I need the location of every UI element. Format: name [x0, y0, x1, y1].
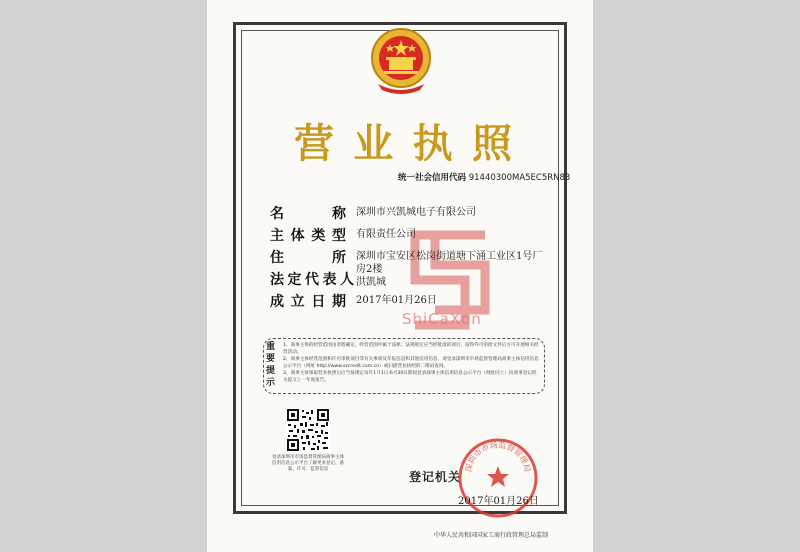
label-char: 人 [340, 272, 354, 288]
notice-line: 2、商事主体经营范围和许可审批项目等有关事项及年报信息和其他信用信息，请登录深圳市市场监督管理局商事主体信用信息公示平台（网址 http://www.szcredit.com.cn）或扫描营业执照的二维码查询。 [283, 357, 539, 369]
qr-caption: 登录深圳市市场监督管理局商事主体信用信息公示平台了解更多登记、备案、许可、监管信息 [272, 455, 344, 472]
field-value-name: 深圳市兴凯城电子有限公司 [356, 207, 476, 218]
seal-text: 深圳市市场监督管理局 [463, 440, 533, 473]
label-char: 型 [331, 228, 346, 244]
label-char: 定 [287, 272, 302, 288]
label-char: 表 [322, 272, 337, 288]
notice-line: 3、商事主体领取营业执照后应当按规定每年1月1日-6月30日期间登录商事主体信用信息公示平台（网址同上）向商事登记机关提交上一年度报告。 [283, 371, 537, 383]
label-char: 成 [270, 294, 284, 310]
field-value-address: 深圳市宝安区松岗街道塘下涌工业区1号厂房2楼 [356, 251, 543, 275]
notice-text [283, 342, 541, 384]
field-value-legal-rep: 洪凯城 [356, 277, 386, 288]
label-char: 称 [332, 206, 346, 222]
issue-date: 2017年01月26日 [458, 496, 539, 507]
label-char: 名 [270, 206, 284, 222]
registration-authority-label: 登记机关 [409, 470, 462, 484]
official-seal-icon [456, 436, 540, 520]
title-char: 业 [353, 120, 396, 167]
title-char: 照 [471, 120, 514, 167]
field-label-type [270, 225, 346, 245]
field-label-name [270, 203, 346, 223]
field-value-type: 有限责任公司 [356, 229, 416, 240]
field-label-legal-rep [270, 269, 354, 289]
national-emblem-icon [370, 24, 432, 96]
label-char: 所 [332, 250, 346, 266]
title-char: 执 [412, 120, 455, 167]
watermark-text: ShiCaXon [402, 310, 482, 328]
label-char: 日 [311, 294, 326, 310]
label-char: 法 [270, 272, 284, 288]
credit-code-line [398, 171, 570, 183]
field-label-date [270, 291, 346, 311]
footer-text: 中华人民共和国国家工商行政管理总局监制 [434, 532, 549, 539]
title-char: 营 [294, 120, 336, 167]
qr-code-icon [286, 408, 330, 452]
notice-line: 1、商事主体的经营范围由章程确定。经营范围中属于法律、法规规定应当经批准的项目，取得许可审批文件后方可开展相关经营活动。 [283, 343, 539, 355]
label-char: 主 [270, 228, 284, 244]
label-char: 立 [290, 294, 305, 310]
notice-side-label: 重要提示 [266, 342, 276, 388]
field-value-date: 2017年01月26日 [356, 295, 437, 306]
credit-code-value: 91440300MA5EC5RN83 [468, 173, 571, 183]
label-char: 体 [290, 228, 305, 244]
label-char: 类 [311, 228, 326, 244]
label-char: 代 [305, 272, 319, 288]
label-char: 住 [270, 250, 284, 266]
credit-code-label: 统一社会信用代码 [398, 173, 467, 183]
field-label-address [270, 247, 346, 267]
license-title [294, 112, 514, 169]
label-char: 期 [331, 294, 346, 310]
